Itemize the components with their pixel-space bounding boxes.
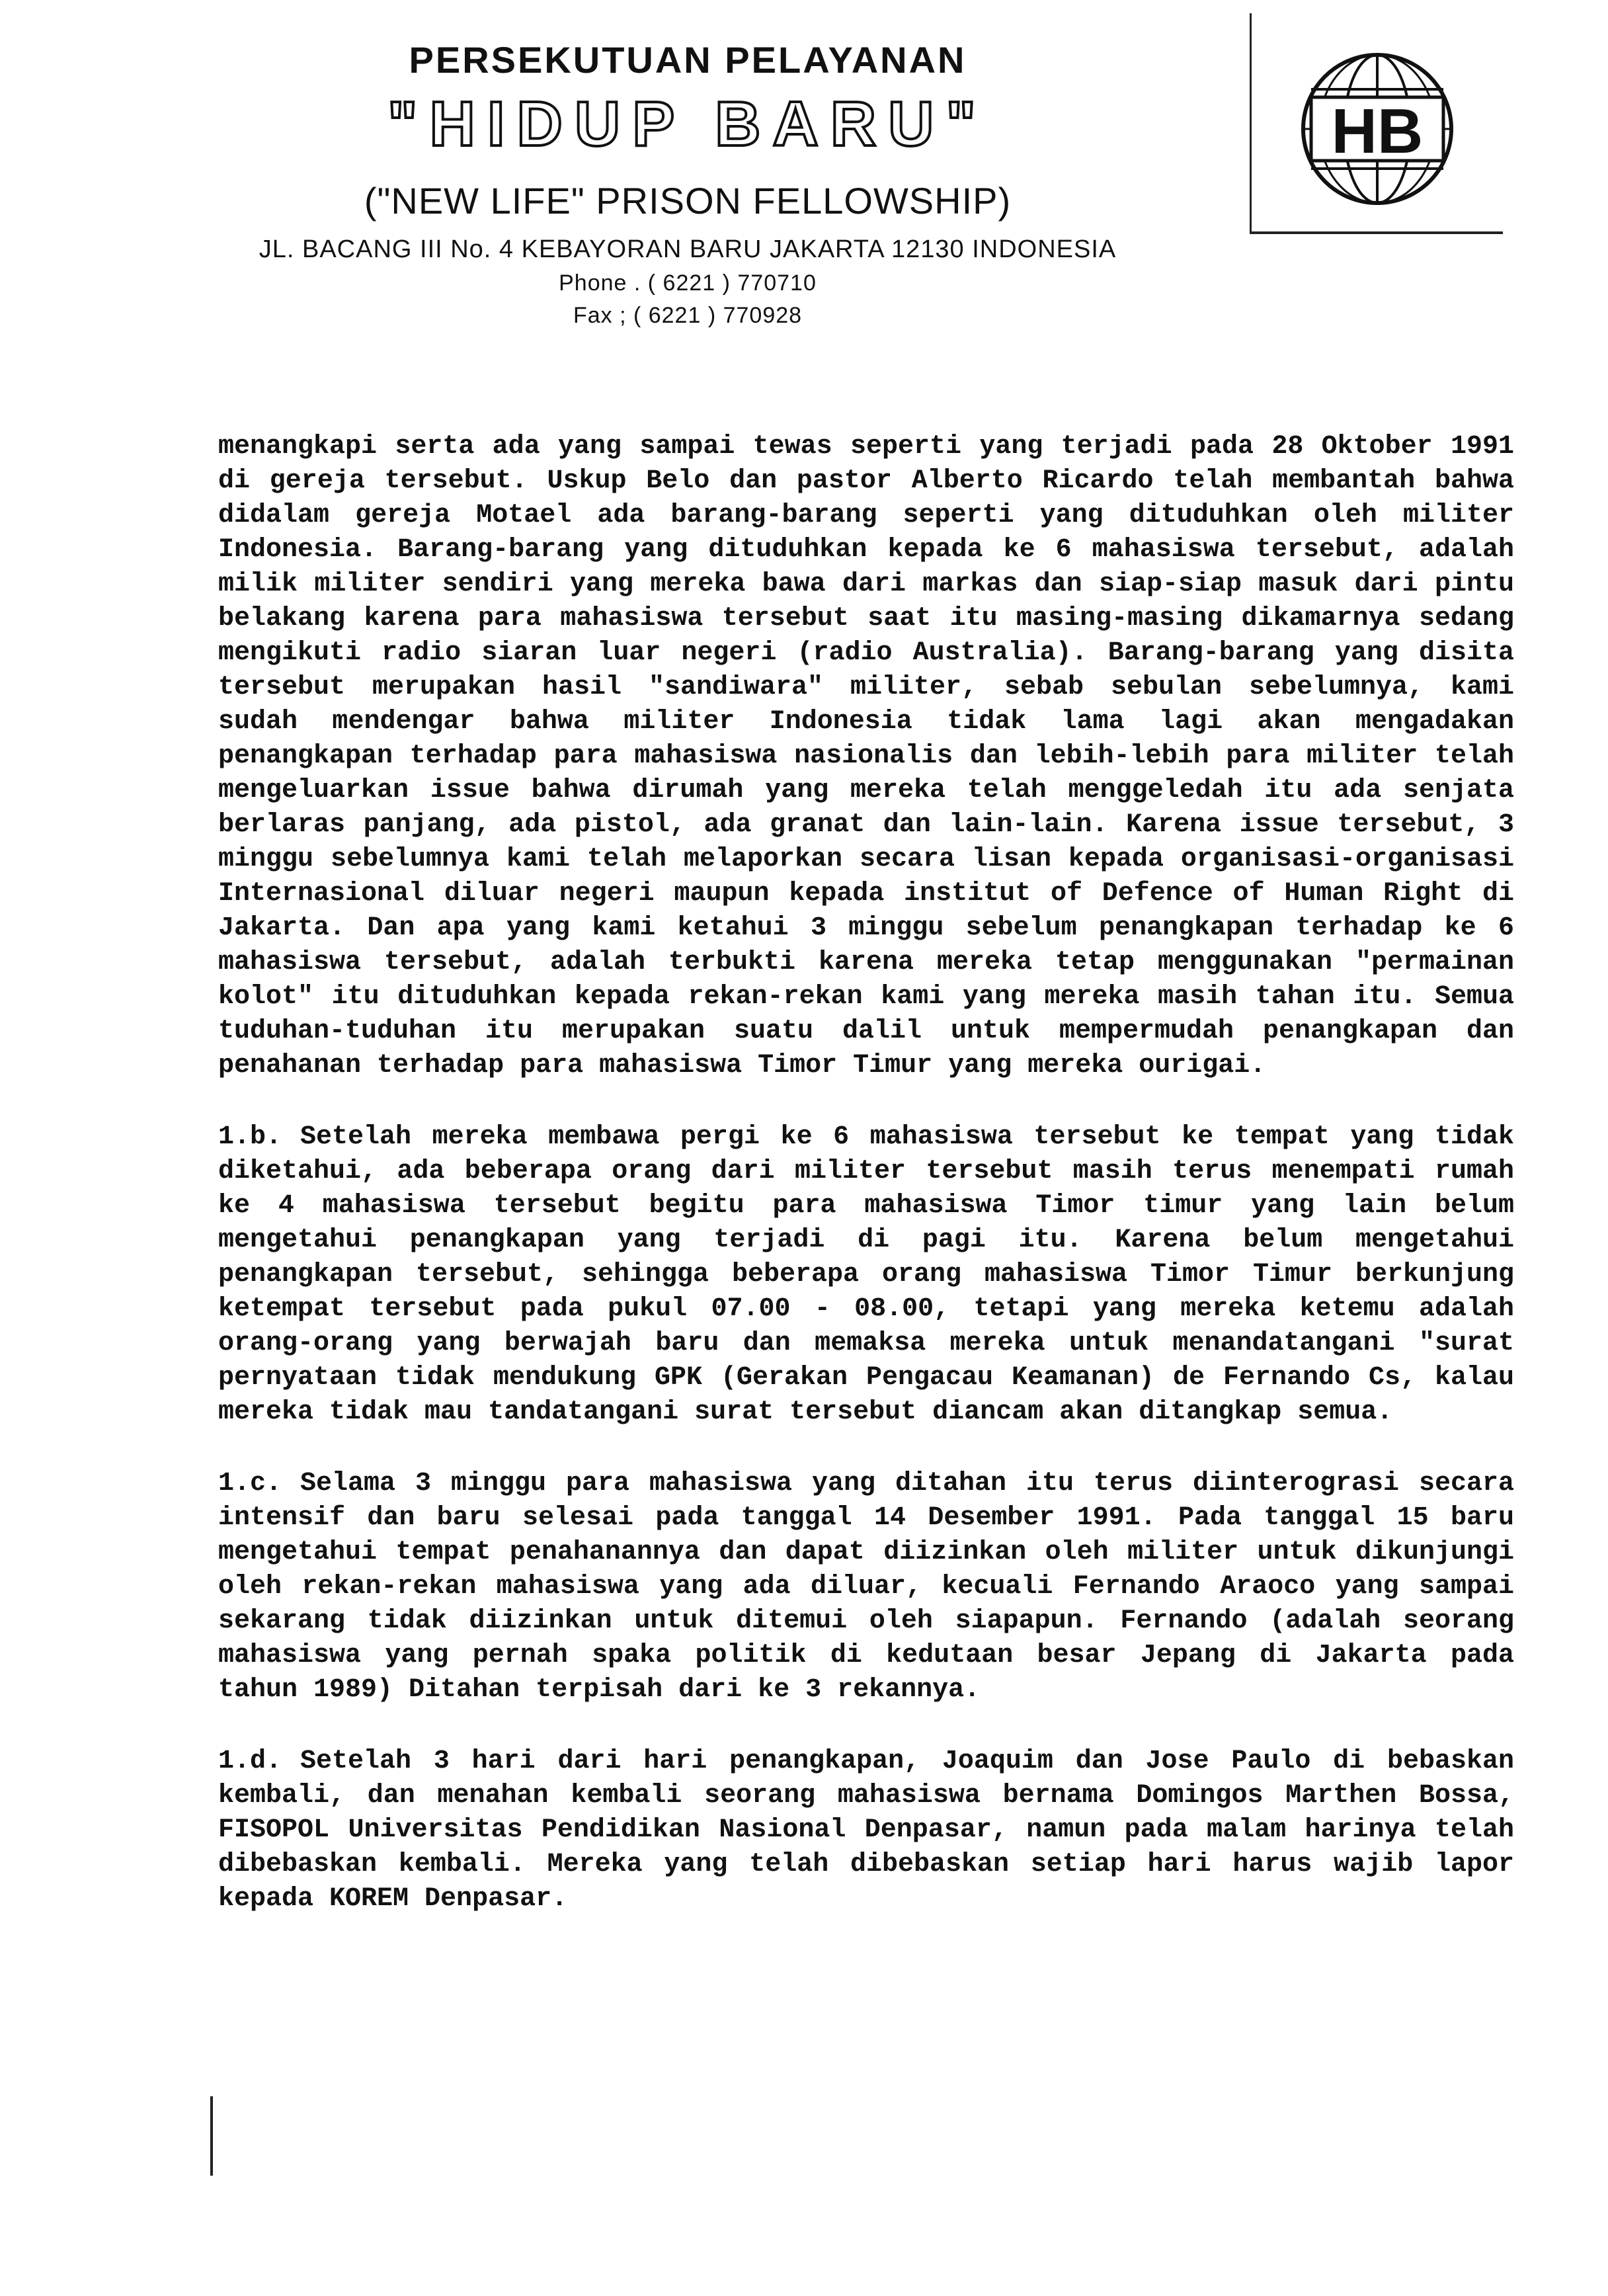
paragraph-label: 1.d. [218, 1746, 282, 1776]
paragraph-1d [218, 1744, 1514, 1916]
organization-line: PERSEKUTUAN PELAYANAN [409, 39, 967, 81]
paragraph-continuation [218, 430, 1514, 1083]
organization-english-name: ("NEW LIFE" PRISON FELLOWSHIP) [364, 180, 1012, 222]
paragraph-text: Setelah mereka membawa pergi ke 6 mahasiswa tersebut ke tempat yang tidak diketahui, ada beberapa orang dari militer tersebut masih terus menempati rumah ke 4 mahasiswa tersebut begitu para mahasiswa Timor timur yang lain belum mengetahui penangkapan yang terjadi di pagi itu. Karena belum mengetahui penangkapan tersebut, sehingga beberapa orang mahasiswa Timor Timur berkunjung ketempat tersebut pada pukul 07.00 - 08.00, tetapi yang mereka ketemu adalah orang-orang yang berwajah baru dan memaksa mereka untuk menandatangani "surat pernyataan tidak mendukung GPK (Gerakan Pengacau Keamanan) de Fernando Cs, kalau mereka tidak mau tandatangani surat tersebut diancam akan ditangkap semua. [218, 1122, 1514, 1427]
logo-frame [1250, 13, 1503, 234]
organization-address: JL. BACANG III No. 4 KEBAYORAN BARU JAKARTA 12130 INDONESIA [259, 235, 1117, 263]
logo-text: HB [1331, 96, 1424, 167]
letter-body [218, 430, 1514, 1916]
paragraph-text: Setelah 3 hari dari hari penangkapan, Joaquim dan Jose Paulo di bebaskan kembali, dan menahan kembali seorang mahasiswa bernama Domingos Marthen Bossa, FISOPOL Universitas Pendidikan Nasional Denpasar, namun pada malam harinya telah dibebaskan kembali. Mereka yang telah dibebaskan setiap hari harus wajib lapor kepada KOREM Denpasar. [218, 1746, 1514, 1914]
paragraph-text: Selama 3 minggu para mahasiswa yang ditahan itu terus diinterograsi secara intensif dan baru selesai pada tanggal 14 Desember 1991. Pada tanggal 15 baru mengetahui tempat penahanannya dan dapat diizinkan oleh militer untuk dikunjungi oleh rekan-rekan mahasiswa yang ada diluar, kecuali Fernando Araoco yang sampai sekarang tidak diizinkan untuk ditemui oleh siapapun. Fernando (adalah seorang mahasiswa yang pernah spaka politik di kedutaan besar Jepang di Jakarta pada tahun 1989) Ditahan terpisah dari ke 3 rekannya. [218, 1469, 1514, 1705]
letterhead [198, 33, 1177, 329]
organization-fax: Fax ; ( 6221 ) 770928 [573, 303, 803, 328]
margin-mark [210, 2096, 213, 2176]
paragraph-label: 1.c. [218, 1469, 282, 1498]
organization-name: "HIDUP BARU" [387, 89, 988, 159]
organization-phone: Phone . ( 6221 ) 770710 [559, 270, 817, 296]
paragraph-1b [218, 1120, 1514, 1430]
paragraph-label: 1.b. [218, 1122, 282, 1152]
paragraph-1c [218, 1467, 1514, 1707]
globe-logo-icon [1298, 50, 1457, 208]
paragraph-text: menangkapi serta ada yang sampai tewas seperti yang terjadi pada 28 Oktober 1991 di gereja tersebut. Uskup Belo dan pastor Alberto Ricardo telah membantah bahwa didalam gereja Motael ada barang-barang seperti yang dituduhkan oleh militer Indonesia. Barang-barang yang dituduhkan kepada ke 6 mahasiswa tersebut, adalah milik militer sendiri yang mereka bawa dari markas dan siap-siap masuk dari pintu belakang karena para mahasiswa tersebut saat itu masing-masing dikamarnya sedang mengikuti radio siaran luar negeri (radio Australia). Barang-barang yang disita tersebut merupakan hasil "sandiwara" militer, sebab sebulan sebelumnya, kami sudah mendengar bahwa militer Indonesia tidak lama lagi akan mengadakan penangkapan terhadap para mahasiswa nasionalis dan lebih-lebih para militer telah mengeluarkan issue bahwa dirumah yang mereka telah menggeledah itu ada senjata berlaras panjang, ada pistol, ada granat dan lain-lain. Karena issue tersebut, 3 minggu sebelumnya kami telah melaporkan secara lisan kepada organisasi-organisasi Internasional diluar negeri maupun kepada institut of Defence of Human Right di Jakarta. Dan apa yang kami ketahui 3 minggu sebelum penangkapan terhadap ke 6 mahasiswa tersebut, adalah terbukti karena mereka tetap menggunakan "permainan kolot" itu dituduhkan kepada rekan-rekan kami yang mereka masih tahan itu. Semua tuduhan-tuduhan itu merupakan suatu dalil untuk mempermudah penangkapan dan penahanan terhadap para mahasiswa Timor Timur yang mereka ourigai. [218, 432, 1514, 1081]
